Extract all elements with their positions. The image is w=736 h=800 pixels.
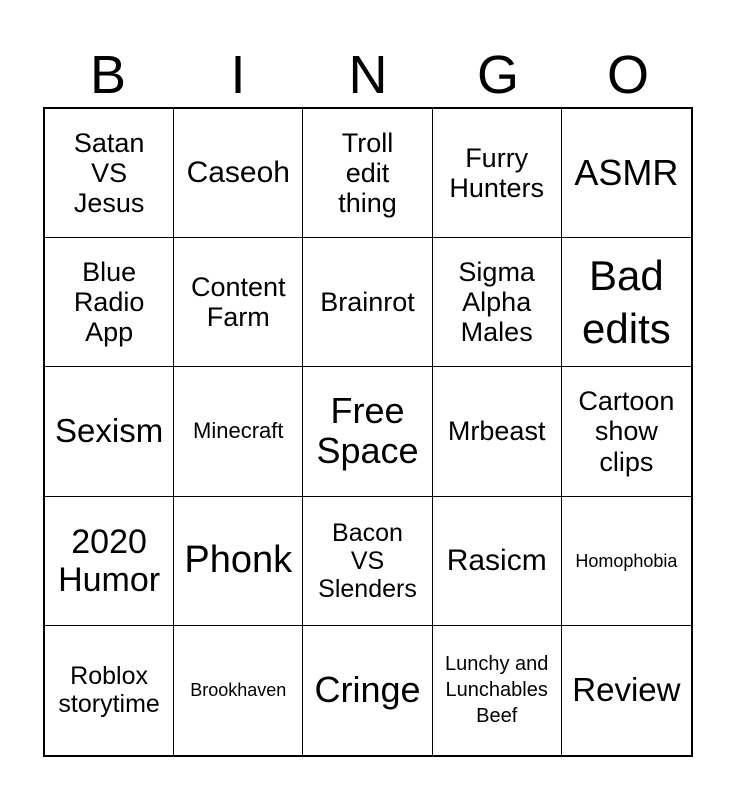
- bingo-cell-label: Furry Hunters: [449, 142, 544, 204]
- bingo-cell-i2[interactable]: [174, 238, 303, 367]
- bingo-cell-label: Brookhaven: [190, 680, 287, 701]
- bingo-cell-label: Bacon VS Slenders: [318, 518, 417, 603]
- bingo-cell-n2[interactable]: [303, 238, 432, 367]
- bingo-cell-label: Rasicm: [446, 543, 547, 577]
- bingo-cell-label: 2020 Humor: [58, 522, 161, 599]
- bingo-cell-i1[interactable]: [174, 109, 303, 238]
- bingo-cell-label: Caseoh: [186, 156, 290, 190]
- bingo-cell-n5[interactable]: [303, 626, 432, 755]
- header-letter-b: B: [89, 45, 127, 105]
- bingo-cell-g5[interactable]: [433, 626, 562, 755]
- bingo-cell-label: Minecraft: [193, 418, 284, 444]
- bingo-board: [43, 107, 693, 757]
- bingo-cell-label: Phonk: [184, 539, 293, 582]
- bingo-cell-label: Free Space: [316, 390, 419, 472]
- bingo-cell-label: Brainrot: [320, 287, 415, 318]
- bingo-cell-i3[interactable]: [174, 367, 303, 496]
- bingo-cell-g4[interactable]: [433, 497, 562, 626]
- bingo-cell-o4[interactable]: [562, 497, 691, 626]
- bingo-cell-b2[interactable]: [45, 238, 174, 367]
- bingo-cell-o5[interactable]: [562, 626, 691, 755]
- header-letter-g: G: [476, 45, 519, 105]
- bingo-cell-label: Roblox storytime: [58, 662, 160, 719]
- bingo-cell-g2[interactable]: [433, 238, 562, 367]
- bingo-cell-label: Bad edits: [582, 251, 671, 353]
- bingo-cell-g1[interactable]: [433, 109, 562, 238]
- bingo-cell-label: Sexism: [55, 412, 164, 450]
- bingo-cell-i4[interactable]: [174, 497, 303, 626]
- bingo-cell-label: Cringe: [314, 669, 421, 711]
- header-letter-o: O: [606, 45, 649, 105]
- bingo-cell-label: Sigma Alpha Males: [458, 256, 535, 348]
- bingo-cell-label: Lunchy and Lunchables Beef: [444, 653, 549, 728]
- bingo-cell-b5[interactable]: [45, 626, 174, 755]
- bingo-cell-label: Homophobia: [575, 550, 678, 571]
- bingo-cell-label: Mrbeast: [447, 416, 546, 447]
- bingo-cell-label: Blue Radio App: [73, 256, 145, 348]
- bingo-cell-g3[interactable]: [433, 367, 562, 496]
- bingo-header: [43, 42, 693, 108]
- bingo-cell-b1[interactable]: [45, 109, 174, 238]
- bingo-cell-b3[interactable]: [45, 367, 174, 496]
- bingo-cell-o1[interactable]: [562, 109, 691, 238]
- bingo-cell-i5[interactable]: [174, 626, 303, 755]
- header-letter-i: I: [230, 45, 246, 105]
- bingo-cell-o3[interactable]: [562, 367, 691, 496]
- bingo-cell-b4[interactable]: [45, 497, 174, 626]
- bingo-cell-label: Troll edit thing: [338, 127, 397, 219]
- bingo-cell-n3[interactable]: [303, 367, 432, 496]
- bingo-cell-label: Cartoon show clips: [578, 386, 675, 477]
- header-letter-n: N: [348, 45, 388, 105]
- bingo-cell-label: Review: [572, 670, 681, 708]
- bingo-cell-label: Satan VS Jesus: [73, 127, 145, 219]
- bingo-cell-label: Content Farm: [191, 272, 286, 333]
- bingo-cell-label: ASMR: [574, 151, 679, 193]
- bingo-cell-n4[interactable]: [303, 497, 432, 626]
- bingo-cell-o2[interactable]: [562, 238, 691, 367]
- bingo-cell-n1[interactable]: [303, 109, 432, 238]
